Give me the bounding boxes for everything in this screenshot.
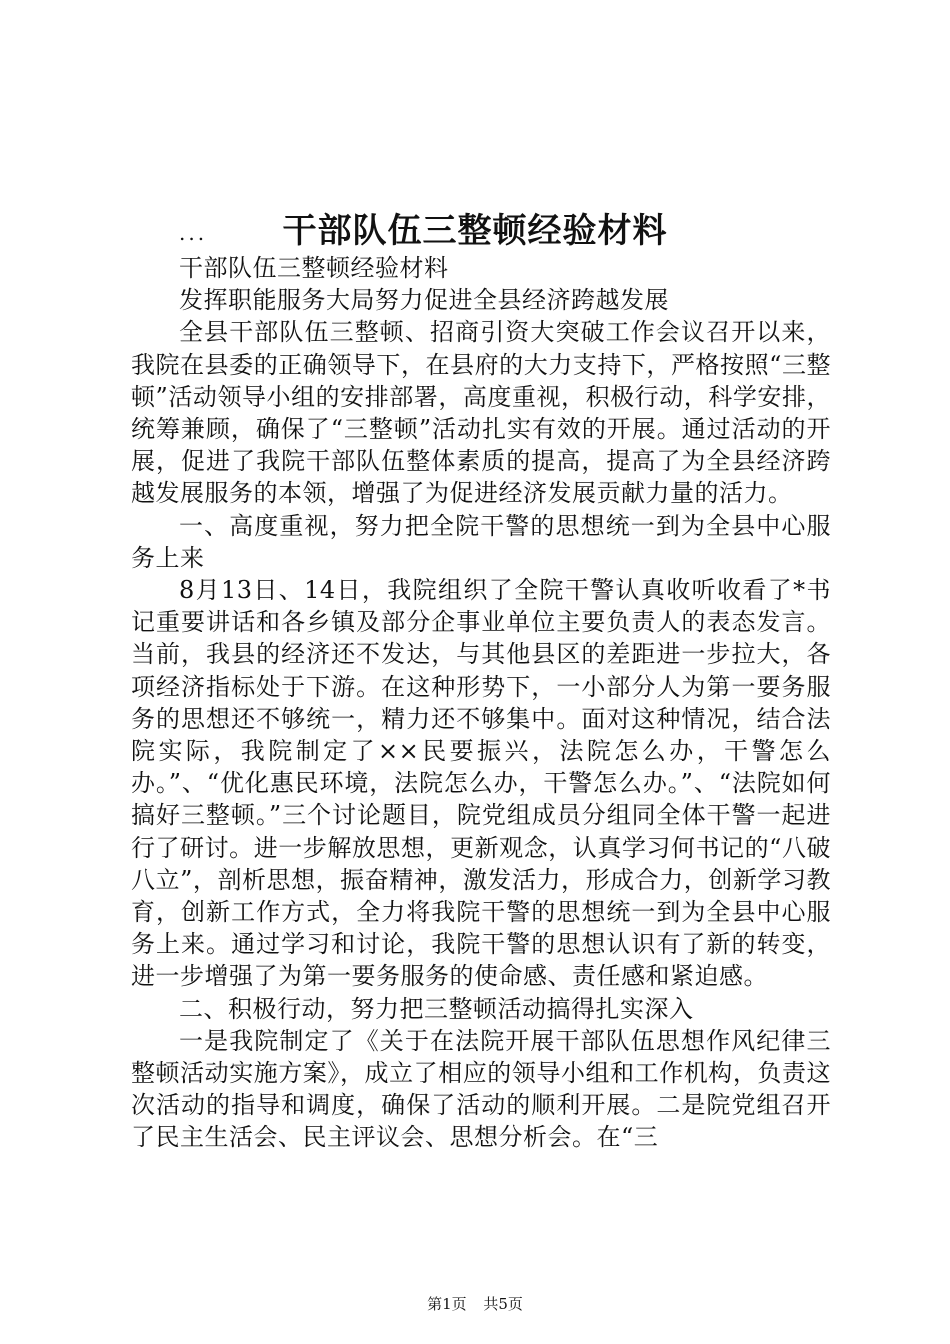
paragraph-intro: 全县干部队伍三整顿、招商引资大突破工作会议召开以来，我院在县委的正确领导下，在县府的大力支持下，严格按照“三整顿”活动领导小组的安排部署，高度重视，积极行动，科学安排，统筹兼顾，确保了“三整顿”活动扎实有效的开展。通过活动的开展，促进了我院干部队伍整体素质的提高，提高了为全县经济跨越发展服务的本领，增强了为促进经济发展贡献力量的活力。 [131, 318, 831, 508]
ellipsis-marker: ... [179, 221, 208, 245]
page-footer [0, 1294, 950, 1314]
paragraph-theme: 发挥职能服务大局努力促进全县经济跨越发展 [179, 286, 669, 315]
section-heading-one: 一、高度重视，努力把全院干警的思想统一到为全县中心服务上来 [131, 511, 831, 572]
paragraph-section-two: 一是我院制定了《关于在法院开展干部队伍思想作风纪律三整顿活动实施方案》，成立了相应的领导小组和工作机构，负责这次活动的指导和调度，确保了活动的顺利开展。二是院党组召开了民主生活会、民主评议会、思想分析会。在“三 [131, 1026, 831, 1152]
document-title: 干部队伍三整顿经验材料 [282, 210, 668, 251]
page-number: 第1页 [427, 1295, 467, 1313]
paragraph-section-one: 8月13日、14日，我院组织了全院干警认真收听收看了*书记重要讲话和各乡镇及部分企事业单位主要负责人的表态发言。当前，我县的经济还不发达，与其他县区的差距进一步拉大，各项经济指标处于下游。在这种形势下，一小部分人为第一要务服务的思想还不够统一，精力还不够集中。面对这种情况，结合法院实际，我院制定了××民要振兴，法院怎么办，干警怎么办。”、“优化惠民环境，法院怎么办，干警怎么办。”、“法院如何搞好三整顿。”三个讨论题目，院党组成员分组同全体干警一起进行了研讨。进一步解放思想，更新观念，认真学习何书记的“八破八立”，剖析思想，振奋精神，激发活力，形成合力，创新学习教育，创新工作方式，全力将我院干警的思想统一到为全县中心服务上来。通过学习和讨论，我院干警的思想认识有了新的转变，进一步增强了为第一要务服务的使命感、责任感和紧迫感。 [131, 576, 831, 991]
page-total: 共5页 [483, 1295, 523, 1313]
paragraph-subtitle: 干部队伍三整顿经验材料 [179, 254, 449, 282]
section-heading-two: 二、积极行动，努力把三整顿活动搞得扎实深入 [179, 994, 694, 1023]
document-body [131, 222, 831, 1154]
